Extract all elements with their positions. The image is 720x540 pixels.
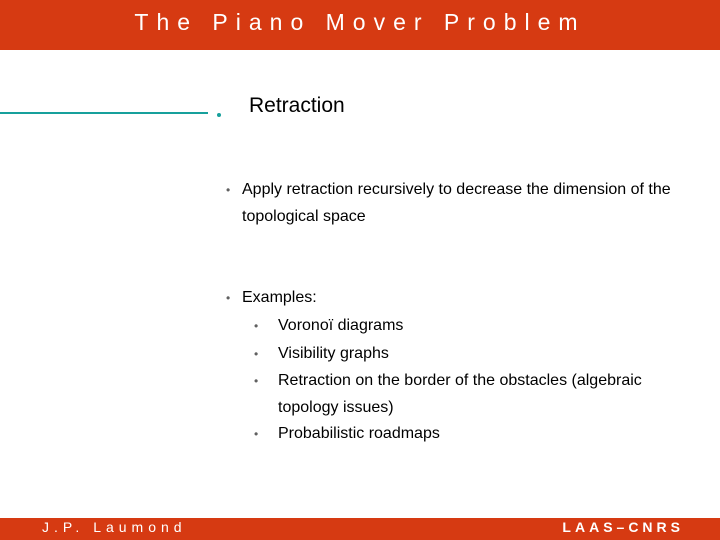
sub-bullet-retraction-border: Retraction on the border of the obstacles (algebraic topology issues): [278, 372, 642, 416]
section-title: Retraction: [249, 94, 345, 117]
sub-bullet-marker: •: [254, 347, 259, 361]
sub-bullet-roadmaps: Probabilistic roadmaps: [278, 425, 440, 442]
sub-bullet-visibility: Visibility graphs: [278, 345, 389, 362]
bullet-marker: •: [226, 183, 231, 197]
title-divider-dot: [217, 113, 221, 117]
sub-bullet-marker: •: [254, 374, 259, 388]
sub-bullet-marker: •: [254, 427, 259, 441]
bullet-text-examples: Examples:: [242, 289, 317, 306]
title-divider-line: [0, 112, 208, 114]
footer-organization: LAAS–CNRS: [562, 519, 684, 535]
sub-bullet-voronoi: Voronoï diagrams: [278, 317, 404, 334]
sub-bullet-marker: •: [254, 319, 259, 333]
slide-header-title: The Piano Mover Problem: [134, 9, 586, 35]
bullet-marker: •: [226, 291, 231, 305]
bullet-text-retraction: Apply retraction recursively to decrease the dimension of the topological space: [242, 181, 671, 225]
footer-author: J.P. Laumond: [42, 519, 187, 535]
